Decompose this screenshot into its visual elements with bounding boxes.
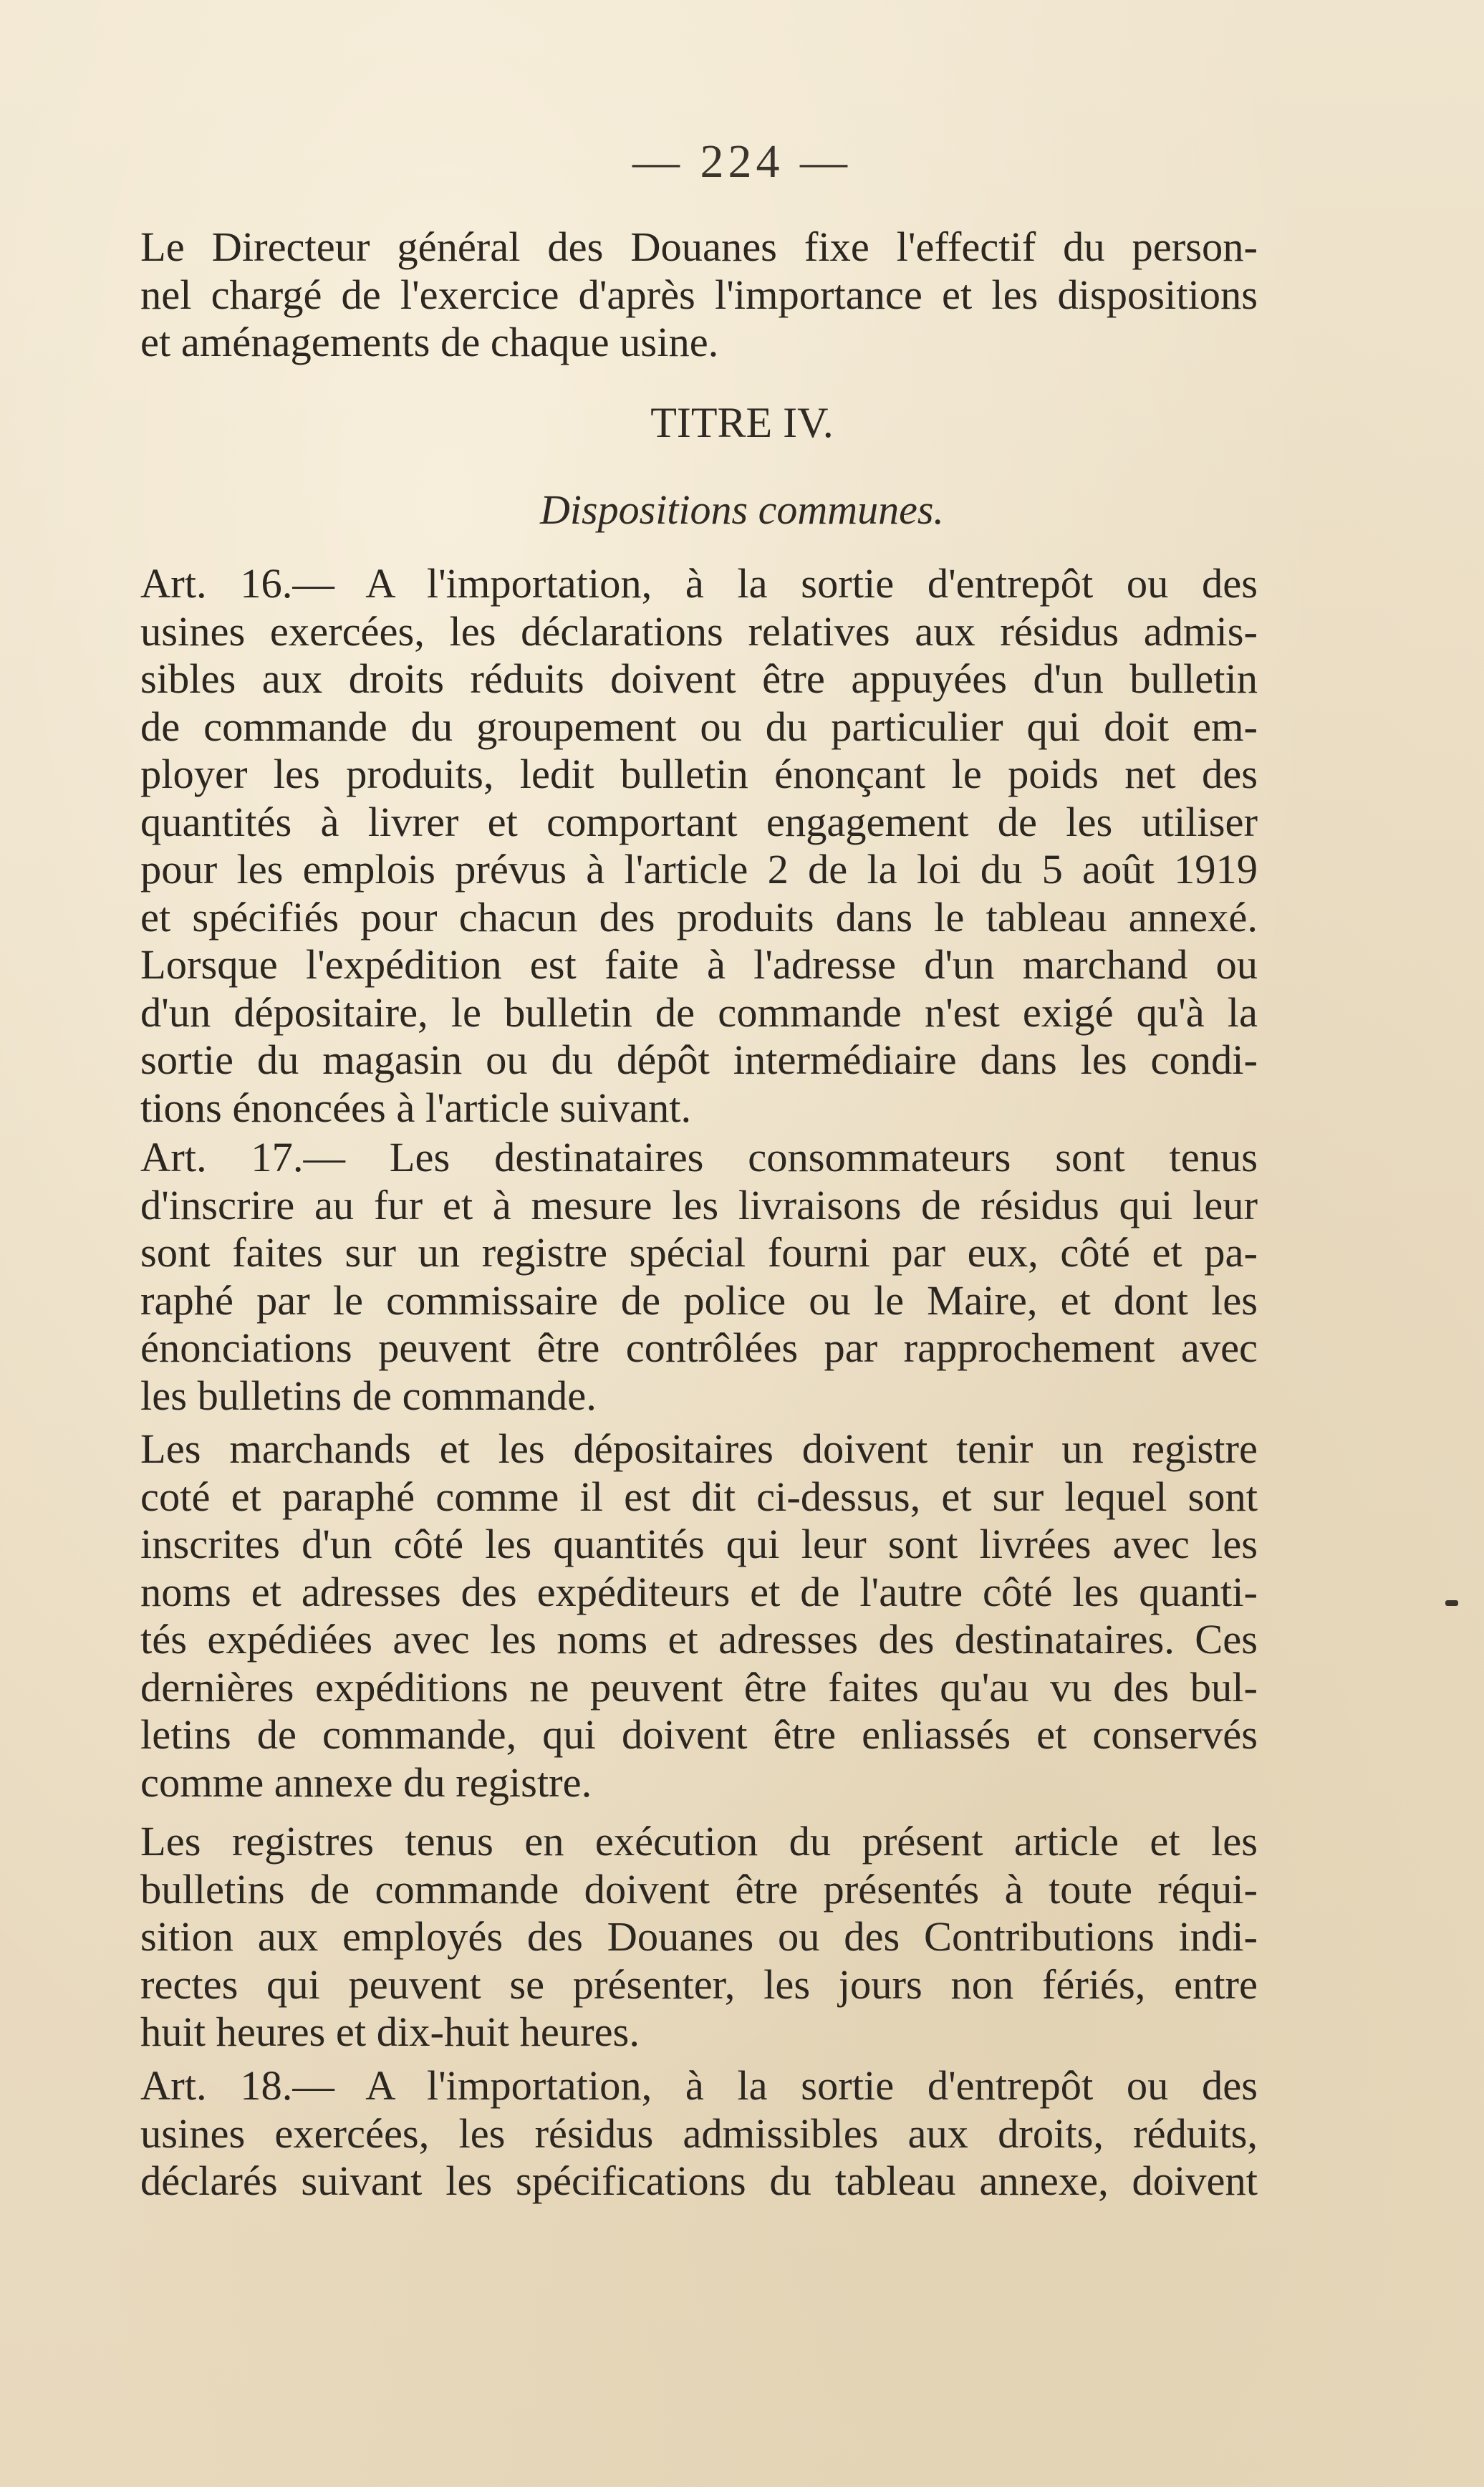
text-line: énonciations peuvent être contrôlées par rapprochement avec [140, 1324, 1258, 1371]
text-line: noms et adresses des expéditeurs et de l'autre côté les quanti- [140, 1568, 1258, 1615]
text-line: tions énoncées à l'article suivant. [140, 1084, 692, 1131]
text-line: Le Directeur général des Douanes fixe l'effectif du person- [140, 223, 1258, 270]
text-line: dernières expéditions ne peuvent être faites qu'au vu des bul- [140, 1663, 1258, 1711]
page-number: — 224 — [632, 135, 852, 188]
text-line: Lorsque l'expédition est faite à l'adresse d'un marchand ou [140, 941, 1258, 988]
text-line: usines exercées, les résidus admissibles aux droits, réduits, [140, 2110, 1258, 2157]
text-line: ployer les produits, ledit bulletin énonçant le poids net des [140, 751, 1258, 797]
section-subtitle: Dispositions communes. [540, 486, 944, 533]
text-line: sibles aux droits réduits doivent être appuyées d'un bulletin [140, 655, 1258, 702]
text-line: bulletins de commande doivent être présentés à toute réqui- [140, 1865, 1258, 1913]
text-line: Les registres tenus en exécution du présent article et les [140, 1818, 1258, 1865]
text-line: d'un dépositaire, le bulletin de commande n'est exigé qu'à la [140, 988, 1258, 1036]
text-line: nel chargé de l'exercice d'après l'importance et les dispositions [140, 271, 1258, 318]
text-line: raphé par le commissaire de police ou le Maire, et dont les [140, 1276, 1258, 1324]
text-line: comme annexe du registre. [140, 1759, 592, 1806]
text-line: quantités à livrer et comportant engagement de les utiliser [140, 798, 1258, 845]
text-line: inscrites d'un côté les quantités qui leur sont livrées avec les [140, 1521, 1258, 1567]
text-line: Les marchands et les dépositaires doivent tenir un registre [140, 1425, 1258, 1472]
paragraph-art17-merchants [140, 1425, 1258, 1807]
text-line: de commande du groupement ou du particulier qui doit em- [140, 703, 1258, 750]
margin-ink-mark [1445, 1600, 1458, 1606]
text-line: coté et paraphé comme il est dit ci-dessus, et sur lequel sont [140, 1473, 1258, 1520]
paragraph-intro [140, 223, 1258, 367]
text-line: les bulletins de commande. [140, 1372, 597, 1419]
text-line: letins de commande, qui doivent être enliassés et conservés [140, 1711, 1258, 1758]
text-line: pour les emplois prévus à l'article 2 de la loi du 5 août 1919 [140, 846, 1258, 893]
paragraph-art17 [140, 1134, 1258, 1420]
text-line: et aménagements de chaque usine. [140, 319, 719, 365]
text-line: Art. 16.— A l'importation, à la sortie d'entrepôt ou des [140, 560, 1258, 607]
text-line: usines exercées, les déclarations relatives aux résidus admis- [140, 607, 1258, 655]
paragraph-art16 [140, 560, 1258, 941]
text-line: déclarés suivant les spécifications du tableau annexe, doivent [140, 2158, 1258, 2204]
paragraph-art17-registers [140, 1818, 1258, 2057]
text-line: sont faites sur un registre spécial fourni par eux, côté et pa- [140, 1229, 1258, 1276]
text-line: d'inscrire au fur et à mesure les livraisons de résidus qui leur [140, 1181, 1258, 1228]
text-line: sition aux employés des Douanes ou des Contributions indi- [140, 1913, 1258, 1960]
paragraph-art18 [140, 2062, 1258, 2205]
text-line: rectes qui peuvent se présenter, les jours non fériés, entre [140, 1961, 1258, 2008]
text-line: Art. 17.— Les destinataires consommateurs sont tenus [140, 1134, 1258, 1180]
section-title: TITRE IV. [650, 399, 834, 446]
text-line: sortie du magasin ou du dépôt intermédiaire dans les condi- [140, 1036, 1258, 1083]
text-line: huit heures et dix-huit heures. [140, 2009, 640, 2055]
text-line: et spécifiés pour chacun des produits dans le tableau annexé. [140, 893, 1258, 941]
text-line: Art. 18.— A l'importation, à la sortie d'entrepôt ou des [140, 2062, 1258, 2109]
paragraph-art16-shipping [140, 941, 1258, 1132]
text-line: tés expédiées avec les noms et adresses des destinataires. Ces [140, 1616, 1258, 1663]
